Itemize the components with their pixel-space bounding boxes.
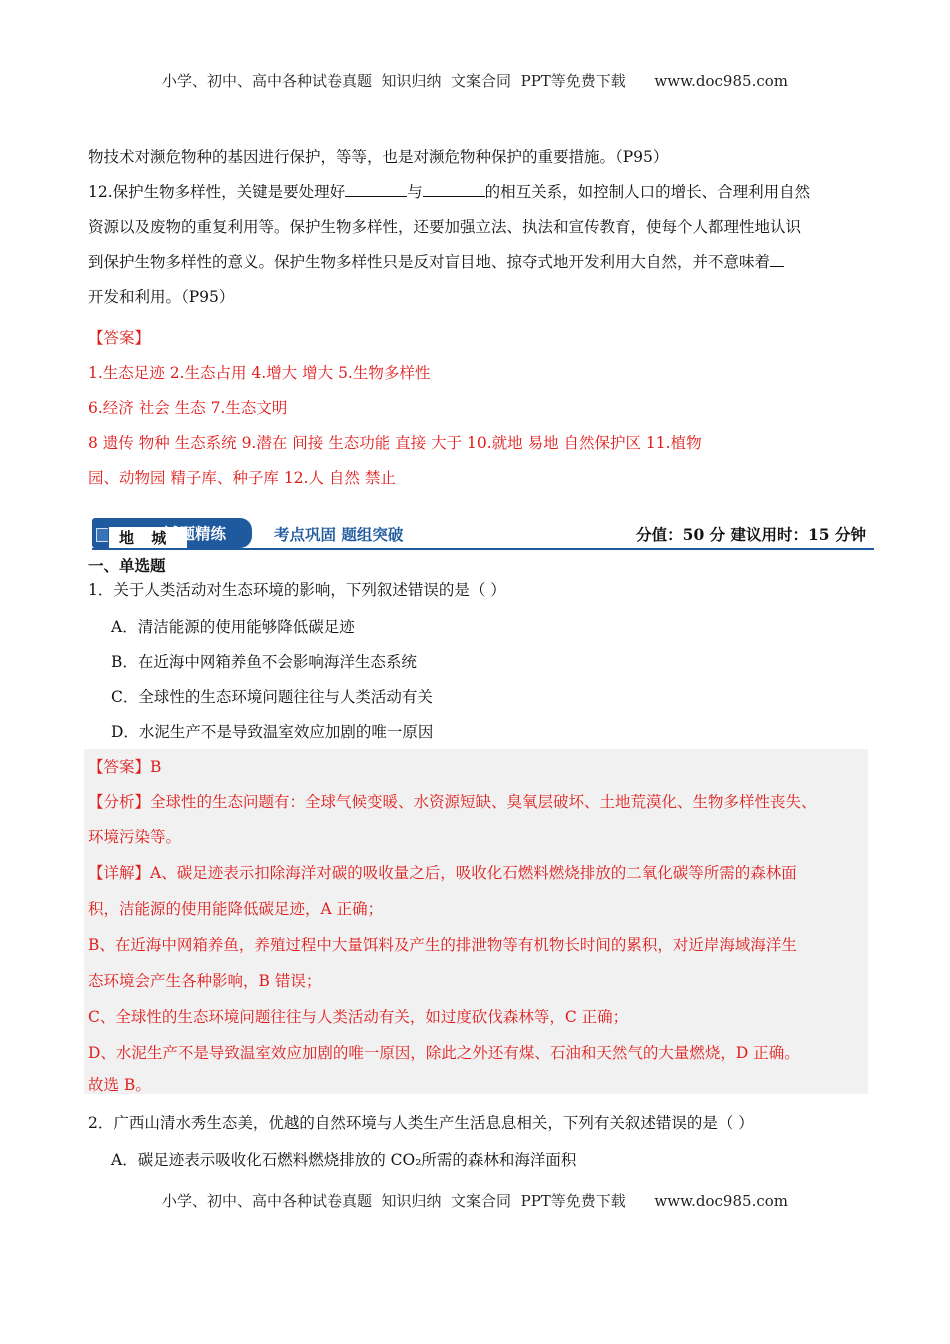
score-time: 分值：50 分 建议用时：15 分钟 (636, 525, 866, 544)
banner-rule (92, 548, 874, 550)
question-1-stem: 1．关于人类活动对生态环境的影响，下列叙述错误的是（ ） (88, 581, 506, 599)
answer-label: 【答案】 (88, 329, 151, 347)
q1-analysis: 【分析】全球性的生态问题有：全球气候变暖、水资源短缺、臭氧层破坏、土地荒漠化、生物多样性丧失、 (88, 793, 817, 811)
q12-text-b: 与 (407, 183, 423, 201)
q2-option-a: A．碳足迹表示吸收化石燃料燃烧排放的 CO₂所需的森林和海洋面积 (111, 1151, 577, 1169)
q1-analysis: 环境污染等。 (88, 828, 182, 846)
q1-detail: C、全球性的生态环境问题往往与人类活动有关，如过度砍伐森林等，C 正确； (88, 1008, 629, 1026)
answer-line: 6.经济 社会 生态 7.生态文明 (88, 399, 288, 417)
answer-line: 1.生态足迹 2.生态占用 4.增大 增大 5.生物多样性 (88, 364, 431, 382)
q1-detail: B、在近海中网箱养鱼，养殖过程中大量饵料及产生的排泄物等有机物长时间的累积，对近岸海域海洋生 (88, 936, 797, 954)
q1-detail: 【详解】A、碳足迹表示扣除海洋对碳的吸收量之后，吸收化石燃料燃烧排放的二氧化碳等所需的森林面 (88, 864, 797, 882)
q1-option-c: C．全球性的生态环境问题往往与人类活动有关 (111, 688, 433, 706)
q12-blank-2 (423, 182, 485, 197)
banner-title: 试题精练 (164, 524, 227, 543)
q1-detail: 积，洁能源的使用能降低碳足迹，A 正确； (88, 900, 384, 918)
question-2-stem: 2．广西山清水秀生态美，优越的自然环境与人类生产生活息息相关，下列有关叙述错误的是（ ） (88, 1114, 754, 1132)
q12-text-a: 12.保护生物多样性，关键是要处理好 (88, 183, 346, 201)
q1-detail: 故选 B。 (88, 1076, 151, 1094)
intro-line-text: 到保护生物多样性的意义。保护生物多样性只是反对盲目地、掠夺式地开发利用大自然，并不意味着 (88, 253, 771, 271)
intro-line: 开发和利用。（P95） (88, 288, 235, 306)
q1-answer: 【答案】B (88, 758, 162, 776)
section-title: 一、单选题 (88, 556, 166, 575)
question-12 (88, 182, 878, 202)
answer-line: 8 遗传 物种 生态系统 9.潜在 间接 生态功能 直接 大于 10.就地 易地 自然保护区 11.植物 (88, 434, 702, 452)
q12-text-c: 的相互关系，如控制人口的增长、合理利用自然 (484, 183, 811, 201)
intro-line: 物技术对濒危物种的基因进行保护，等等，也是对濒危物种保护的重要措施。（P95） (88, 148, 669, 166)
q1-option-b: B．在近海中网箱养鱼不会影响海洋生态系统 (111, 653, 417, 671)
page-footer: 小学、初中、高中各种试卷真题 知识归纳 文案合同 PPT等免费下载 www.doc985.com (161, 1192, 788, 1210)
intro-line: 资源以及废物的重复利用等。保护生物多样性，还要加强立法、执法和宣传教育，使每个人都理性地认识 (88, 218, 802, 236)
banner-tag: 地 城 (108, 526, 188, 548)
q12-blank-3 (770, 252, 784, 267)
q1-option-d: D．水泥生产不是导致温室效应加剧的唯一原因 (111, 723, 434, 741)
page-header: 小学、初中、高中各种试卷真题 知识归纳 文案合同 PPT等免费下载 www.doc985.com (161, 72, 788, 90)
q1-option-a: A．清洁能源的使用能够降低碳足迹 (111, 618, 355, 636)
intro-line (88, 252, 878, 272)
banner-subtitle: 考点巩固 题组突破 (274, 525, 404, 544)
answer-line: 园、动物园 精子库、种子库 12.人 自然 禁止 (88, 469, 396, 487)
q12-blank-1 (345, 182, 407, 197)
section-banner (84, 518, 874, 548)
q1-detail: D、水泥生产不是导致温室效应加剧的唯一原因，除此之外还有煤、石油和天然气的大量燃烧，D 正确。 (88, 1044, 800, 1062)
q1-detail: 态环境会产生各种影响，B 错误； (88, 972, 322, 990)
